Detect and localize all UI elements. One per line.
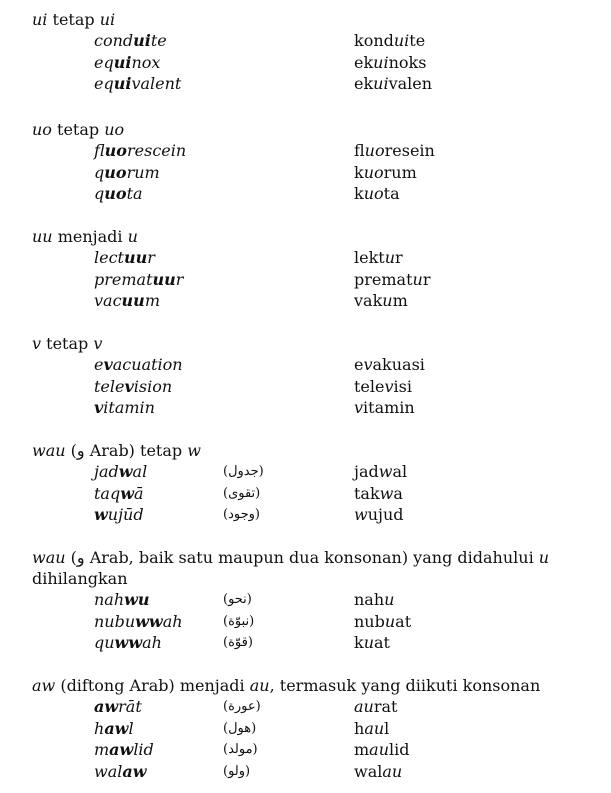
source-word: taqwā — [94, 483, 144, 503]
adapted-word: fluoresein — [354, 141, 435, 160]
adapted-word: vakum — [354, 291, 408, 310]
source-word: equinox — [94, 52, 161, 72]
source-word: evacuation — [94, 355, 183, 374]
adapted-word: maulid — [354, 740, 410, 759]
source-word: vacuum — [94, 291, 160, 310]
arabic-word: (عورة) — [223, 699, 261, 714]
adapted-word: haul — [354, 718, 390, 738]
source-word: walaw — [94, 761, 147, 781]
adapted-word: vitamin — [354, 398, 415, 417]
adapted-word: takwa — [354, 483, 403, 503]
adapted-word: lektur — [354, 248, 403, 267]
arabic-word: (نحو) — [223, 592, 252, 607]
example-row — [32, 504, 607, 526]
source-word: lectuur — [94, 248, 155, 267]
source-word: equivalent — [94, 74, 182, 93]
source-word: quota — [94, 184, 143, 203]
adapted-word: wujud — [354, 505, 404, 524]
source-word: quwwah — [94, 633, 162, 652]
example-row — [32, 461, 607, 483]
source-word: prematuur — [94, 269, 184, 289]
adapted-word: ekuivalen — [354, 74, 433, 93]
source-word: jadwal — [94, 462, 148, 481]
adapted-word: jadwal — [354, 462, 408, 481]
arabic-word: (نبوّة) — [223, 613, 255, 629]
source-word: quorum — [94, 162, 160, 182]
example-row — [32, 761, 607, 783]
example-row — [32, 611, 607, 633]
adapted-word: konduite — [354, 31, 426, 50]
rule-section — [32, 547, 607, 654]
source-word: nubuwwah — [94, 611, 183, 631]
example-row — [32, 73, 607, 95]
rule-section — [32, 333, 607, 419]
adapted-word: prematur — [354, 269, 431, 289]
rule-heading: aw (diftong Arab) menjadi au, termasuk yang diikuti konsonan — [32, 676, 541, 695]
adapted-word: televisi — [354, 376, 412, 396]
example-row — [32, 483, 607, 505]
example-row — [32, 632, 607, 654]
adapted-word: kuat — [354, 633, 390, 652]
adapted-word: nubuat — [354, 611, 412, 631]
example-row — [32, 290, 607, 312]
adapted-word: aurat — [354, 697, 398, 716]
example-row — [32, 589, 607, 611]
example-row — [32, 269, 607, 291]
rule-heading: v tetap v — [32, 334, 103, 353]
example-row — [32, 739, 607, 761]
example-row — [32, 397, 607, 419]
rule-section — [32, 119, 607, 205]
source-word: wujūd — [94, 505, 144, 524]
example-row — [32, 140, 607, 162]
arabic-word: (هول) — [223, 720, 257, 736]
adapted-word: nahu — [354, 590, 395, 609]
source-word: television — [94, 376, 173, 396]
example-row — [32, 247, 607, 269]
source-word: awrāt — [94, 697, 142, 716]
adapted-word: evakuasi — [354, 355, 425, 374]
arabic-word: (مولد) — [223, 742, 258, 757]
example-row — [32, 30, 607, 52]
example-row — [32, 183, 607, 205]
arabic-word: (وجود) — [223, 507, 260, 522]
arabic-word: (جدول) — [223, 464, 264, 479]
arabic-word: (تقوى) — [223, 485, 261, 501]
rule-section — [32, 440, 607, 526]
rule-heading: wau (و Arab, baik satu maupun dua konsonan) yang didahului u dihilangkan — [32, 548, 550, 588]
rule-section — [32, 226, 607, 312]
arabic-word: (ولو) — [223, 763, 251, 779]
rule-heading: wau (و Arab) tetap w — [32, 441, 201, 460]
arabic-word: (قوّة) — [223, 635, 253, 650]
source-word: hawl — [94, 718, 134, 738]
rule-heading: uo tetap uo — [32, 120, 125, 139]
adapted-word: ekuinoks — [354, 52, 427, 72]
source-word: vitamin — [94, 398, 155, 417]
example-row — [32, 354, 607, 376]
rule-heading: ui tetap ui — [32, 10, 116, 29]
source-word: nahwu — [94, 590, 150, 609]
adapted-word: kuorum — [354, 162, 417, 182]
adapted-word: kuota — [354, 184, 400, 203]
example-row — [32, 162, 607, 184]
source-word: conduite — [94, 31, 167, 50]
rule-section — [32, 9, 607, 95]
example-row — [32, 696, 607, 718]
source-word: mawlid — [94, 740, 154, 759]
source-word: fluorescein — [94, 141, 187, 160]
adapted-word: walau — [354, 761, 403, 781]
rule-section — [32, 675, 607, 782]
example-row — [32, 52, 607, 74]
example-row — [32, 718, 607, 740]
example-row — [32, 376, 607, 398]
rule-heading: uu menjadi u — [32, 227, 138, 246]
